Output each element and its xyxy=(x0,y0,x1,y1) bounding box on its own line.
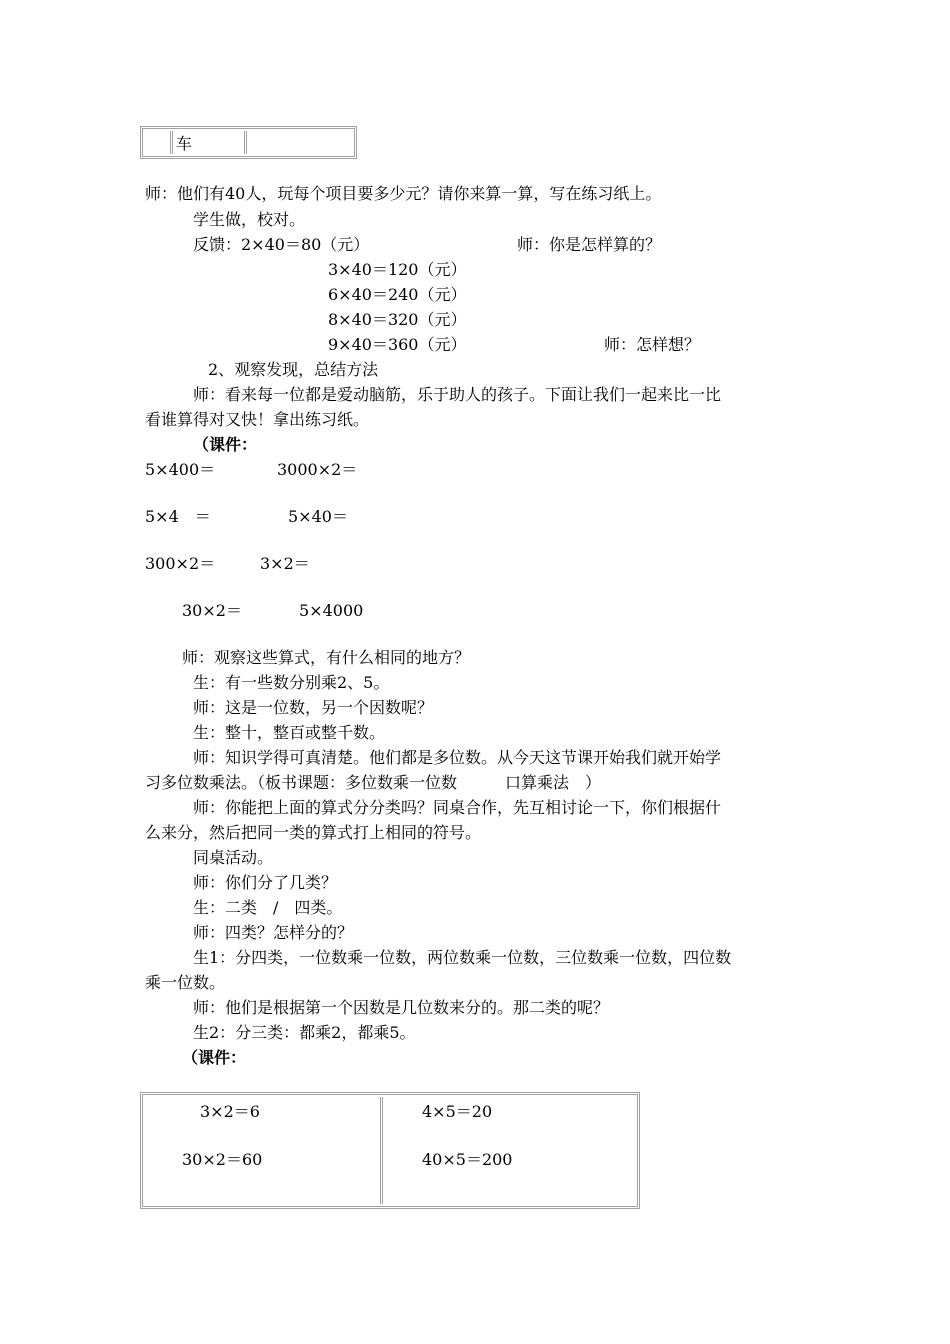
equation: 30×2＝ xyxy=(182,601,242,620)
text-line: 反馈：2×40＝80（元） xyxy=(193,235,370,254)
text-line: 师：看来每一位都是爱动脑筋，乐于助人的孩子。下面让我们一起来比一比 xyxy=(193,385,722,404)
text-line: 同桌活动。 xyxy=(193,848,274,867)
text-line: 么来分，然后把同一类的算式打上相同的符号。 xyxy=(145,823,482,842)
text-line: 生：有一些数分别乘2、5。 xyxy=(193,673,390,692)
text-line: 3×40＝120（元） xyxy=(328,260,467,279)
table-divider xyxy=(380,1097,383,1204)
table-cell: 车 xyxy=(176,134,193,153)
text-line: 学生做，校对。 xyxy=(193,210,306,229)
table-cell: 30×2＝60 xyxy=(182,1150,263,1169)
text-line: 师：你们分了几类？ xyxy=(193,873,338,892)
text-line: 师：你是怎样算的？ xyxy=(517,235,662,254)
text-line: 师：知识学得可真清楚。他们都是多位数。从今天这节课开始我们就开始学 xyxy=(193,748,722,767)
equation: 5×4 ＝ xyxy=(145,507,211,526)
table-cell: 40×5＝200 xyxy=(422,1150,513,1169)
text-line: 生2：分三类：都乘2，都乘5。 xyxy=(193,1023,416,1042)
text-line: 习多位数乘法。（板书课题：多位数乘一位数 口算乘法 ） xyxy=(145,773,602,792)
courseware-label: （课件： xyxy=(193,435,258,454)
text-line: 师：怎样想？ xyxy=(604,335,701,354)
text-line: 6×40＝240（元） xyxy=(328,285,467,304)
equation: 3×2＝ xyxy=(260,554,310,573)
text-line: 师：你能把上面的算式分分类吗？同桌合作，先互相讨论一下，你们根据什 xyxy=(193,798,722,817)
text-line: 生1：分四类，一位数乘一位数，两位数乘一位数，三位数乘一位数，四位数 xyxy=(193,948,732,967)
equation: 5×40＝ xyxy=(288,507,348,526)
text-line: 生：整十，整百或整千数。 xyxy=(193,723,386,742)
text-line: 师：他们是根据第一个因数是几位数来分的。那二类的呢？ xyxy=(193,998,610,1017)
text-line: 8×40＝320（元） xyxy=(328,310,467,329)
equation: 5×4000 xyxy=(299,601,364,620)
text-line: 看谁算得对又快！拿出练习纸。 xyxy=(145,410,370,429)
equation-table xyxy=(140,1092,640,1209)
courseware-label: （课件： xyxy=(182,1048,247,1067)
equation: 5×400＝ xyxy=(145,460,216,479)
text-line: 师：这是一位数，另一个因数呢？ xyxy=(193,698,434,717)
table-divider xyxy=(170,131,173,154)
text-line: 生：二类 / 四类。 xyxy=(193,898,343,917)
text-line: 9×40＝360（元） xyxy=(328,335,467,354)
table-cell: 3×2＝6 xyxy=(200,1102,260,1121)
text-line: 乘一位数。 xyxy=(145,973,226,992)
equation: 3000×2＝ xyxy=(277,460,358,479)
table-cell: 4×5＝20 xyxy=(422,1102,493,1121)
section-heading: 2、观察发现，总结方法 xyxy=(208,360,379,379)
text-line: 师：他们有40人，玩每个项目要多少元？请你来算一算，写在练习纸上。 xyxy=(145,184,662,203)
text-line: 师：观察这些算式，有什么相同的地方？ xyxy=(182,648,471,667)
equation: 300×2＝ xyxy=(145,554,216,573)
table-divider xyxy=(244,131,247,154)
top-table xyxy=(140,126,357,159)
text-line: 师：四类？怎样分的？ xyxy=(193,923,354,942)
